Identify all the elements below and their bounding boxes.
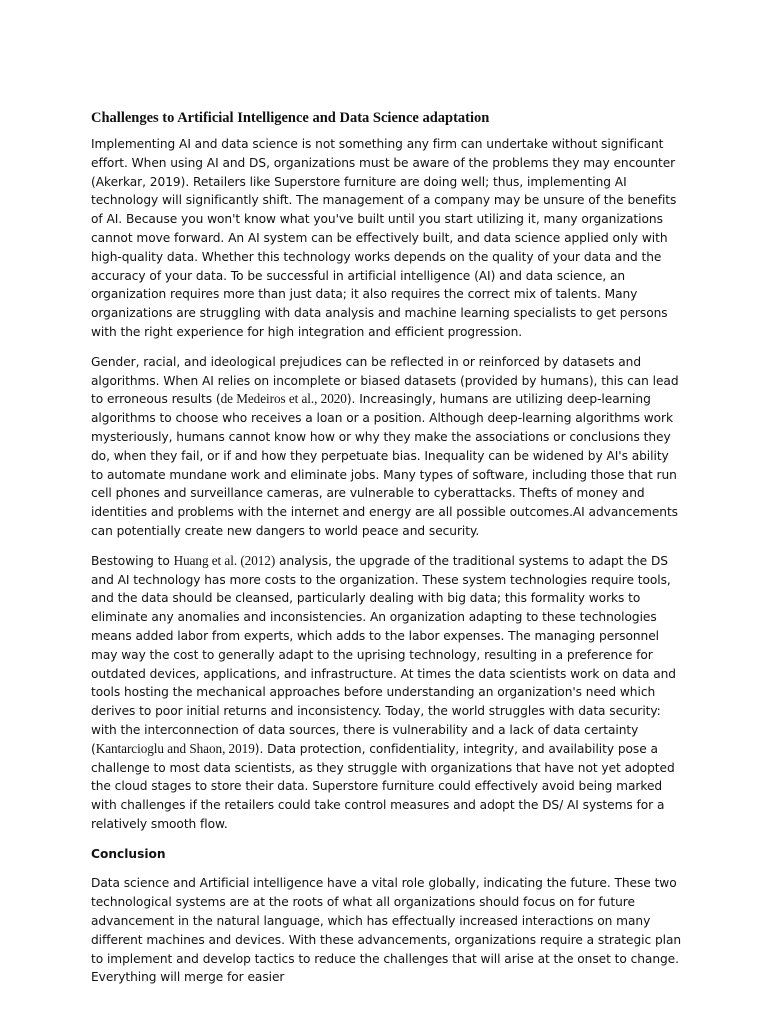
paragraph-costs-text-2: analysis, the upgrade of the traditional systems to adapt the DS and AI technology has more costs to the organization. These system technologies require tools, and the data should be cleansed, particularly dealing with big data; this formality works to eliminate any anomalies and inconsistencies. An organization adapting to these technologies means added labor from experts, which adds to the labor expenses. The managing personnel may way the cost to generally adapt to the uprising technology, resulting in a preference for outdated devices, applications, and infrastructure. At times the data scientists work on data and tools hosting the mechanical approaches before understanding an organization's need which derives to poor initial returns and inconsistency. Today, the world struggles with data security: with the interconnection of data sources, there is vulnerability and a lack of data certainty (	[91, 553, 676, 756]
paragraph-conclusion: Data science and Artificial intelligence have a vital role globally, indicating the future. These two technological systems are at the roots of what all organizations should focus on for future advancement in the natural language, which has effectually increased interactions on many different machines and devices. With these advancements, organizations require a strategic plan to implement and develop tactics to reduce the challenges that will arise at the onset to change. Everything will merge for easier	[91, 876, 682, 985]
paragraph-costs-text-3: ). Data protection, confidentiality, integrity, and availability pose a challenge to most data scientists, as they struggle with organizations that have not yet adopted the cloud stages to store their data. Superstore furniture could effectively avoid being marked with challenges if the retailers could take control measures and adopt the DS/ AI systems for a relatively smooth flow.	[91, 741, 675, 831]
paragraph-challenges-intro: Implementing AI and data science is not something any firm can undertake without significant effort. When using AI and DS, organizations must be aware of the problems they may encounter (Akerkar, 2019). Retailers like Superstore furniture are doing well; thus, implementing AI technology will significantly shift. The management of a company may be unsure of the benefits of AI. Because you won't know what you've built until you start utilizing it, many organizations cannot move forward. An AI system can be effectively built, and data science applied only with high-quality data. Whether this technology works depends on the quality of your data and the accuracy of your data. To be successful in artificial intelligence (AI) and data science, an organization requires more than just data; it also requires the correct mix of talents. Many organizations are struggling with data analysis and machine learning specialists to get persons with the right experience for high integration and efficient progression.	[91, 137, 677, 339]
paragraph-bias	[91, 353, 683, 541]
document-page	[91, 108, 683, 998]
paragraph-bias-text-1: Gender, racial, and ideological prejudices can be reflected in or reinforced by datasets and algorithms. When AI relies on incomplete or biased datasets (provided by humans), this can lead to erroneous results (	[91, 354, 679, 407]
paragraph-costs-text-1: Bestowing to	[91, 553, 174, 568]
conclusion-heading: Conclusion	[91, 846, 166, 861]
citation-kantarcioglu: Kantarcioglu and Shaon, 2019	[95, 740, 255, 756]
paragraph-costs	[91, 552, 683, 834]
citation-huang: Huang et al. (2012)	[173, 552, 276, 568]
citation-de-medeiros: de Medeiros et al., 2020	[220, 391, 347, 407]
paragraph-bias-text-2: ). Increasingly, humans are utilizing deep-learning algorithms to choose who receives a loan or a position. Although deep-learning algorithms work mysteriously, humans cannot know how or why they make the associations or conclusions they do, when they fail, or if and how they perpetuate bias. Inequality can be widened by AI's ability to automate mundane work and eliminate jobs. Many types of software, including those that run cell phones and surveillance cameras, are vulnerable to cyberattacks. Thefts of money and identities and problems with the internet and energy are all possible outcomes.AI advancements can potentially create new dangers to world peace and security.	[91, 392, 678, 538]
document-title: Challenges to Artificial Intelligence and Data Science adaptation	[91, 110, 490, 126]
